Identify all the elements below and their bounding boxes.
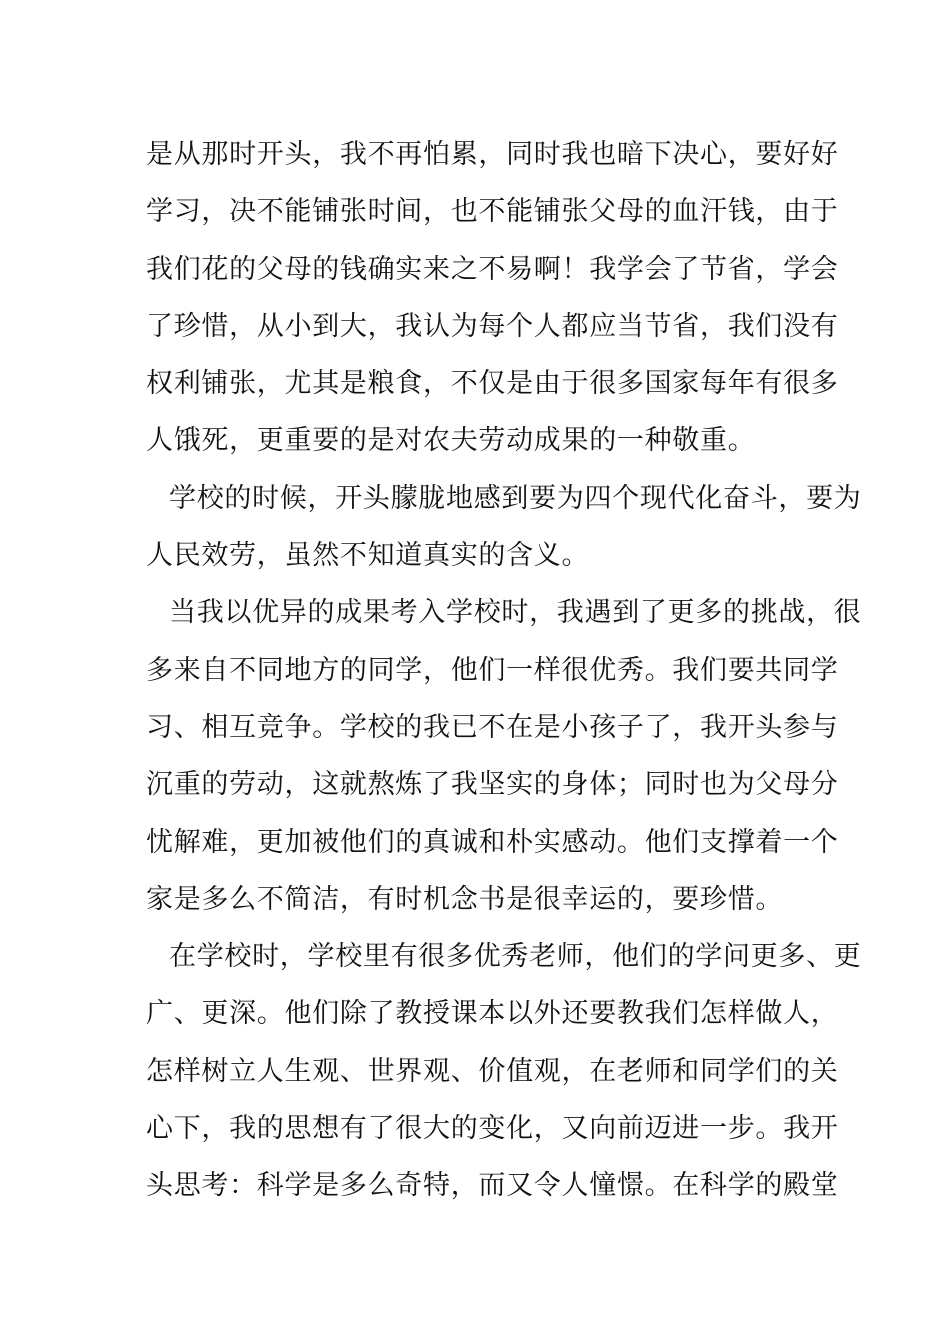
paragraph-start-line: 在学校时，学校里有很多优秀老师，他们的学问更多、更 bbox=[169, 941, 862, 973]
text-line: 人民效劳，虽然不知道真实的含义。 bbox=[146, 540, 590, 572]
text-line: 我们花的父母的钱确实来之不易啊！我学会了节省，学会 bbox=[146, 253, 839, 285]
text-line: 怎样树立人生观、世界观、价值观，在老师和同学们的关 bbox=[146, 1055, 839, 1087]
text-line: 权利铺张，尤其是粮食，不仅是由于很多国家每年有很多 bbox=[146, 368, 839, 400]
body-text bbox=[146, 126, 862, 1215]
text-line: 是从那时开头，我不再怕累，同时我也暗下决心，要好好 bbox=[146, 139, 839, 170]
text-line: 习、相互竞争。学校的我已不在是小孩子了，我开头参与 bbox=[146, 711, 839, 743]
text-line: 家是多么不简洁，有时机念书是很幸运的，要珍惜。 bbox=[146, 883, 784, 915]
text-line: 心下，我的思想有了很大的变化，又向前迈进一步。我开 bbox=[146, 1113, 839, 1145]
text-line: 多来自不同地方的同学，他们一样很优秀。我们要共同学 bbox=[146, 654, 839, 686]
text-line: 学习，决不能铺张时间，也不能铺张父母的血汗钱，由于 bbox=[146, 196, 839, 228]
text-line: 头思考：科学是多么奇特，而又令人憧憬。在科学的殿堂 bbox=[146, 1170, 839, 1202]
text-line: 忧解难，更加被他们的真诚和朴实感动。他们支撑着一个 bbox=[146, 826, 839, 858]
text-line: 人饿死，更重要的是对农夫劳动成果的一种敬重。 bbox=[146, 425, 756, 457]
text-line: 了珍惜，从小到大，我认为每个人都应当节省，我们没有 bbox=[146, 310, 839, 342]
text-line: 广、更深。他们除了教授课本以外还要教我们怎样做人， bbox=[146, 998, 839, 1030]
text-line: 沉重的劳动，这就熬炼了我坚实的身体；同时也为父母分 bbox=[146, 769, 839, 801]
paragraph-start-line: 学校的时候，开头朦胧地感到要为四个现代化奋斗，要为 bbox=[169, 482, 862, 514]
paragraph-start-line: 当我以优异的成果考入学校时，我遇到了更多的挑战，很 bbox=[169, 597, 862, 629]
